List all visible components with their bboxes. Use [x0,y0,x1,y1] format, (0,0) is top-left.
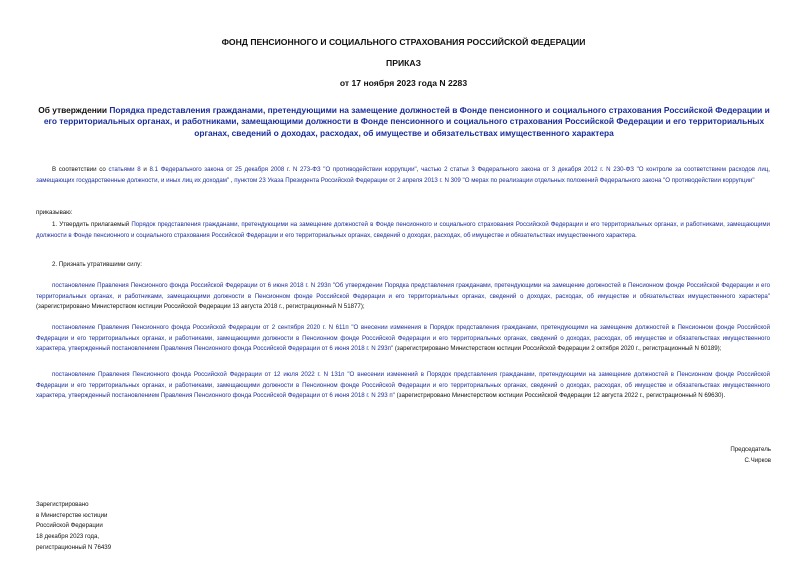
document-type: ПРИКАЗ [386,58,421,68]
item-2-heading: 2. Признать утратившими силу: [52,261,142,268]
signature-block [730,445,771,466]
repeal-1-link[interactable]: постановление Правления Пенсионного фонда Российской Федерации от 6 июня 2018 г. N 293п "Об утверждении Порядка представления гражданами, претендующими на замещение должностей в Пенсионном фонде Российской Федерации и его территориальных органах, и работниками, замещающими должности в Пенсионном фонде Российской Федерации и его территориальных органах, сведений о доходах, расходах, об имуществе и обязательствах имущественного характера" [36,282,770,300]
registration-line-4: 18 декабря 2023 года, [36,533,100,541]
repeal-2-paragraph [36,323,770,355]
issuing-organization: ФОНД ПЕНСИОННОГО И СОЦИАЛЬНОГО СТРАХОВАНИЯ РОССИЙСКОЙ ФЕДЕРАЦИИ [221,37,586,47]
repeal-3-paragraph [36,370,770,402]
item-1-paragraph [36,220,770,241]
preamble-paragraph [36,165,770,186]
document-date-number: от 17 ноября 2023 года N 2283 [339,78,468,88]
decree-309-link[interactable]: пунктом 23 Указа Президента Российской Федерации от 2 апреля 2013 г. N 309 "О мерах по реализации отдельных положений Федерального закона "О противодействии коррупции" [234,176,755,184]
law-273fz-link[interactable]: 8.1 Федерального закона от 25 декабря 2008 г. N 273-ФЗ "О противодействии коррупции" [149,166,417,173]
registration-block [36,500,111,554]
preamble-text-3: , [416,166,422,173]
registration-line-1: Зарегистрировано [36,501,89,508]
item-1-text: 1. Утвердить прилагаемый [52,221,132,228]
repeal-3-link[interactable]: постановление Правления Пенсионного фонда Российской Федерации от 12 июля 2022 г. N 131п "О внесении изменений в Порядок представления гражданами, претендующими на замещение должностей в Пенсионном фонде Российской Федерации и его территориальных органах, и работниками, замещающими должности в Пенсионном фонде Российской Федерации и его территориальных органах, сведений о доходах, расходах, об имуществе и обязательствах имущественного характера, утвержденный постановлением Правления Пенсионного фонда Российской Федерации от 6 июня 2018 г. N 293 п" [36,371,770,400]
order-word: приказываю: [36,209,73,216]
item-1-end: . [635,231,637,239]
repeal-2-text: (зарегистрировано Министерством юстиции Российской Федерации 2 октября 2020 г., регистрационный N 60189); [393,345,722,353]
title-prefix: Об утверждении [38,105,110,115]
title-procedure-link[interactable]: Порядка представления гражданами, претендующими на замещение должностей в Фонде пенсионного и социального страхования Российской Федерации и его территориальных органах, и работниками, замещающими должности в Фонде пенсионного и социального страхования Российской Федерации и его территориальных органах, сведений о доходах, расходах, об имуществе и обязательствах имущественного характера [43,105,770,138]
registration-line-3: Российской Федерации [36,522,103,530]
preamble-text-2: и [140,166,150,173]
law-article-8-link[interactable]: статьями 8 [108,166,141,173]
law-230fz-link[interactable]: частью 2 статьи 3 Федерального закона от 3 декабря 2012 г. N 230-ФЗ "О контроле за соответствием расходов лиц, замещающих государственные должности, и иных лиц их доходам" [36,166,770,184]
registration-line-5: регистрационный N 76439 [36,543,112,551]
repeal-3-text: (зарегистрировано Министерством юстиции Российской Федерации 12 августа 2022 г., регистрационный N 69630). [394,392,726,400]
repeal-1-text: (зарегистрировано Министерством юстиции Российской Федерации 13 августа 2018 г., регистрационный N 51877); [36,303,365,311]
registration-line-2: в Министерстве юстиции [36,511,108,519]
preamble-text-1: В соответствии со [52,166,109,173]
repeal-1-paragraph [36,281,770,313]
signatory-role: Председатель [730,446,771,453]
document-title [36,105,772,139]
repeal-2-link[interactable]: постановление Правления Пенсионного фонда Российской Федерации от 2 сентября 2020 г. N 611п "О внесении изменения в Порядок представления гражданами, претендующими на замещение должностей в Пенсионном фонде Российской Федерации и его территориальных органах, и работниками, замещающими должности в Пенсионном фонде Российской Федерации и его территориальных органах, сведений о доходах, расходах, об имуществе и обязательствах имущественного характера, утвержденный постановлением Правления Пенсионного фонда Российской Федерации от 6 июня 2018 г. N 293п" [36,324,770,353]
signatory-name: С.Чирков [744,456,771,464]
item-1-procedure-link[interactable]: Порядок представления гражданами, претендующими на замещение должностей в Фонде пенсионного и социального страхования Российской Федерации и его территориальных органах, и работниками, замещающими должности в Фонде пенсионного и социального страхования Российской Федерации и его территориальных органах, сведений о доходах, расходах, об имуществе и обязательствах имущественного характера [36,221,770,239]
preamble-text-4: , [229,176,235,184]
